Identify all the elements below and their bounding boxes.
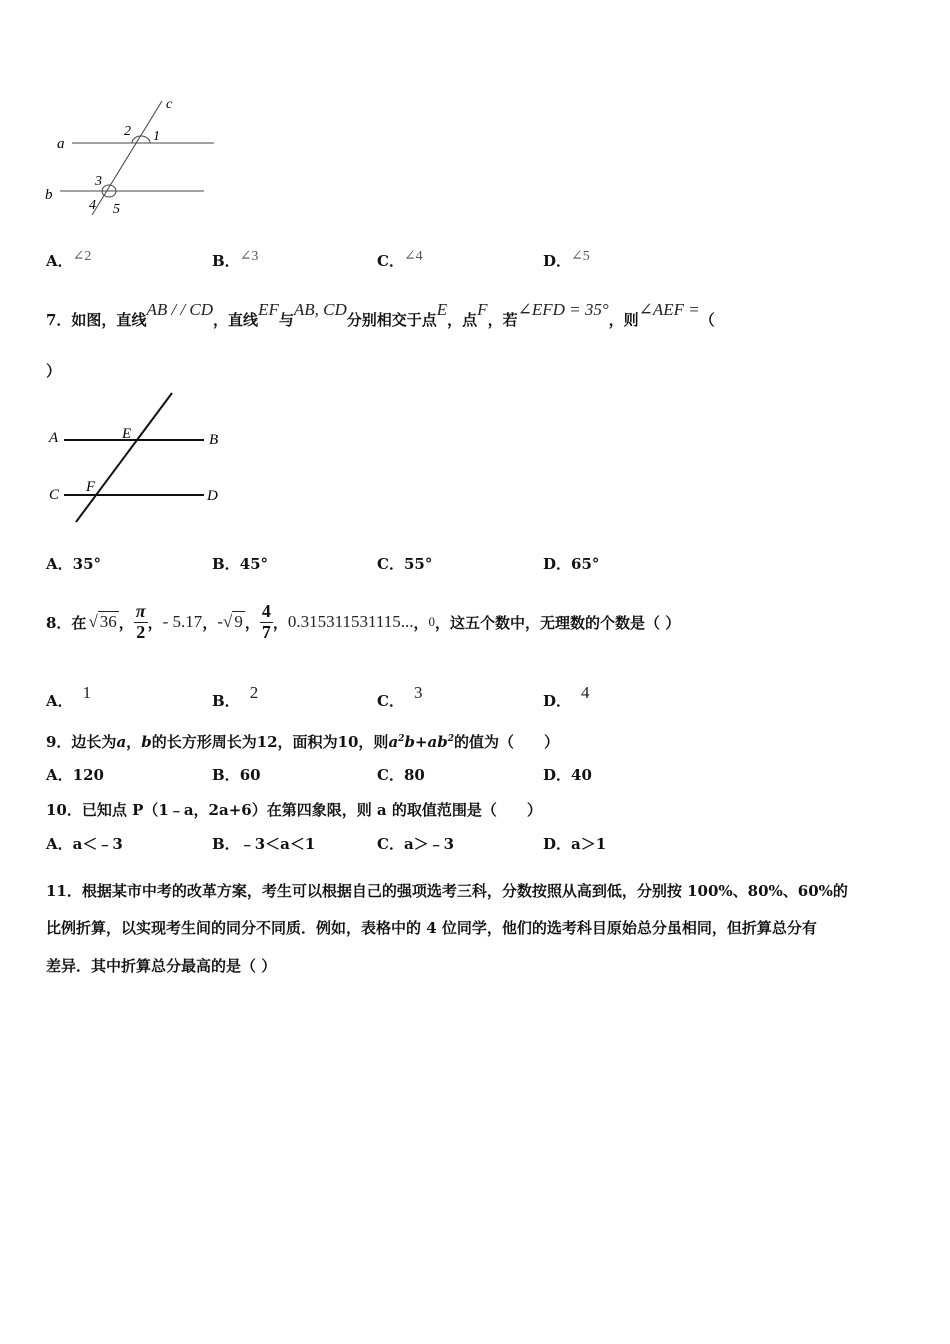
q8-option-c[interactable] — [377, 683, 422, 711]
label-4: 4 — [89, 198, 96, 213]
q7-text: 与 — [278, 311, 294, 329]
q8-pi-over-2 — [134, 602, 148, 643]
q8-lead: 8．在 — [46, 613, 87, 632]
q9-stem — [46, 731, 559, 752]
option-value: 1 — [82, 683, 92, 702]
q6-option-d[interactable] — [543, 248, 590, 271]
angle-arc-top — [132, 136, 150, 143]
option-letter: C． — [377, 692, 404, 710]
q7-stem — [46, 300, 715, 330]
option-letter: C． — [377, 252, 404, 270]
line-ef — [76, 393, 172, 522]
option-letter: D． — [543, 252, 572, 270]
q7-text: 7．如图，直线 — [46, 311, 147, 329]
q7-option-c[interactable] — [377, 553, 432, 574]
option-value: ∠2 — [72, 249, 92, 264]
q9-var-b: b — [141, 733, 152, 751]
label-2: 2 — [124, 124, 131, 139]
q9-expr-part: a — [388, 733, 399, 751]
q10-option-b[interactable] — [212, 833, 315, 854]
option-letter: B． — [212, 835, 240, 853]
q9-text: ， — [126, 733, 142, 751]
option-value: ∠3 — [239, 249, 259, 264]
option-value: 120 — [72, 766, 104, 784]
label-A: A — [49, 430, 59, 446]
option-value: 2 — [249, 683, 259, 702]
q8-option-b[interactable] — [212, 683, 258, 711]
option-letter: B． — [212, 555, 240, 573]
option-value: 60 — [239, 766, 261, 784]
q9-expr-part: b+ab — [404, 733, 448, 751]
figure-q6-parallel-lines — [40, 95, 220, 220]
q8-sep: ， — [413, 613, 429, 632]
label-D: D — [207, 488, 218, 504]
q8-sep: ， — [118, 613, 134, 632]
q6-option-c[interactable] — [377, 248, 423, 271]
q8-frac-num: 4 — [261, 600, 271, 621]
q8-pi-num: π — [135, 600, 146, 621]
option-letter: B． — [212, 766, 240, 784]
option-value: 4 — [581, 683, 590, 702]
q7-math-f: F — [477, 300, 488, 319]
option-value: 3 — [413, 683, 423, 702]
q7-text: ，点 — [447, 311, 478, 329]
q7-option-d[interactable] — [543, 553, 599, 574]
q8-zero: 0 — [428, 614, 435, 629]
q8-option-a[interactable] — [46, 683, 91, 711]
q7-math-ab-cd: AB / / CD — [146, 300, 214, 319]
option-letter: A． — [46, 766, 73, 784]
option-value: ∠4 — [403, 249, 423, 264]
option-letter: A． — [46, 835, 73, 853]
q9-option-c[interactable] — [377, 764, 425, 785]
q7-math-angle-aef: ∠AEF = — [638, 300, 700, 319]
q8-sqrt36-radicand: 36 — [99, 612, 117, 631]
q8-stem — [46, 592, 680, 652]
q7-text: ，若 — [487, 311, 518, 329]
label-5: 5 — [113, 202, 120, 217]
q9-option-d[interactable] — [543, 764, 592, 785]
q7-math-e: E — [436, 300, 448, 319]
option-value: 45° — [239, 555, 269, 573]
q6-option-a[interactable] — [46, 248, 91, 271]
q9-option-a[interactable] — [46, 764, 104, 785]
option-letter: C． — [377, 835, 404, 853]
q10-option-c[interactable] — [377, 833, 454, 854]
q8-sep: ， — [147, 613, 163, 632]
label-C: C — [49, 487, 60, 503]
q10-option-a[interactable] — [46, 833, 123, 854]
option-letter: A． — [46, 555, 73, 573]
transversal-c — [92, 101, 162, 215]
q7-text: （ — [699, 311, 715, 329]
q6-option-b[interactable] — [212, 248, 258, 271]
label-c: c — [166, 97, 173, 112]
option-letter: A． — [46, 692, 73, 710]
q7-text: ，直线 — [213, 311, 259, 329]
q9-text: 9．边长为 — [46, 733, 117, 751]
q9-text: 的值为（ ） — [453, 733, 559, 751]
q9-var-a: a — [116, 733, 127, 751]
q8-neg-sign: - — [217, 612, 223, 631]
option-letter: D． — [543, 692, 572, 710]
label-3: 3 — [95, 174, 102, 189]
q7-option-b[interactable] — [212, 553, 268, 574]
option-letter: D． — [543, 766, 572, 784]
q8-tail: ，这五个数中，无理数的个数是（ ） — [435, 613, 681, 632]
label-E: E — [122, 426, 132, 442]
q9-expr-exp: 2 — [398, 734, 405, 744]
q7-math-ef: EF — [258, 300, 279, 319]
q8-pi-den: 2 — [136, 621, 146, 642]
label-B: B — [209, 432, 219, 448]
option-value: 55° — [403, 555, 433, 573]
q8-option-d[interactable] — [543, 683, 590, 711]
q8-neg-517: - 5.17 — [162, 612, 203, 631]
option-value: 35° — [72, 555, 102, 573]
figure-q7-parallel-lines — [44, 388, 234, 528]
q8-four-sevenths — [260, 602, 273, 643]
q8-sep: ， — [202, 613, 218, 632]
q7-text: ，则 — [608, 311, 639, 329]
q8-frac-den: 7 — [261, 621, 271, 642]
q7-close-text: ） — [46, 362, 62, 380]
radical-sign-icon: √ — [88, 612, 98, 631]
option-value: a＞﹣3 — [403, 835, 455, 853]
q8-decimal: 0.315311531115... — [287, 612, 414, 631]
q9-text: 的长方形周长为12，面积为10，则 — [151, 733, 389, 751]
q11-line-1: 11．根据某市中考的改革方案，考生可以根据自己的强项选考三科，分数按照从高到低，分别按 100%、80%、60%的 — [46, 882, 848, 900]
label-b: b — [45, 187, 53, 203]
q11-line-3: 差异．其中折算总分最高的是（ ） — [46, 957, 277, 975]
label-1: 1 — [153, 129, 160, 144]
option-value: ∠5 — [571, 249, 590, 264]
q8-sqrt9-radicand: 9 — [234, 612, 243, 631]
option-value: 65° — [571, 555, 600, 573]
q10-option-d[interactable] — [543, 833, 606, 854]
label-a: a — [57, 136, 65, 152]
q7-close-paren — [46, 360, 61, 381]
option-value: 80 — [403, 766, 425, 784]
option-value: a＜﹣3 — [72, 835, 123, 853]
q8-sep: ， — [272, 613, 288, 632]
q10-stem: 10．已知点 P（1﹣a，2a+6）在第四象限，则 a 的取值范围是（ ） — [46, 801, 542, 819]
option-letter: D． — [543, 555, 572, 573]
label-F: F — [86, 479, 96, 495]
q9-expr-exp: 2 — [447, 734, 454, 744]
option-value: 40 — [571, 766, 592, 784]
q8-neg-sqrt9 — [217, 612, 245, 632]
q11-line-2: 比例折算，以实现考生间的同分不同质．例如，表格中的 4 位同学，他们的选考科目原始总分虽相同，但折算总分有 — [46, 919, 817, 937]
option-letter: A． — [46, 252, 73, 270]
option-value: a＞1 — [571, 835, 607, 853]
q7-math-angle-efd: ∠EFD = 35° — [517, 300, 609, 319]
q8-sep: ， — [244, 613, 260, 632]
option-letter: B． — [212, 252, 240, 270]
option-letter: C． — [377, 766, 404, 784]
q9-expression — [388, 733, 454, 751]
q7-math-ab-cd-lines: AB, CD — [293, 300, 347, 319]
option-value: ﹣3＜a＜1 — [239, 835, 316, 853]
option-letter: B． — [212, 692, 240, 710]
option-letter: C． — [377, 555, 404, 573]
q7-text: 分别相交于点 — [346, 311, 437, 329]
radical-sign-icon: √ — [223, 612, 233, 631]
q7-option-a[interactable] — [46, 553, 101, 574]
option-letter: D． — [543, 835, 572, 853]
q9-option-b[interactable] — [212, 764, 261, 785]
q8-sqrt36 — [88, 612, 118, 632]
